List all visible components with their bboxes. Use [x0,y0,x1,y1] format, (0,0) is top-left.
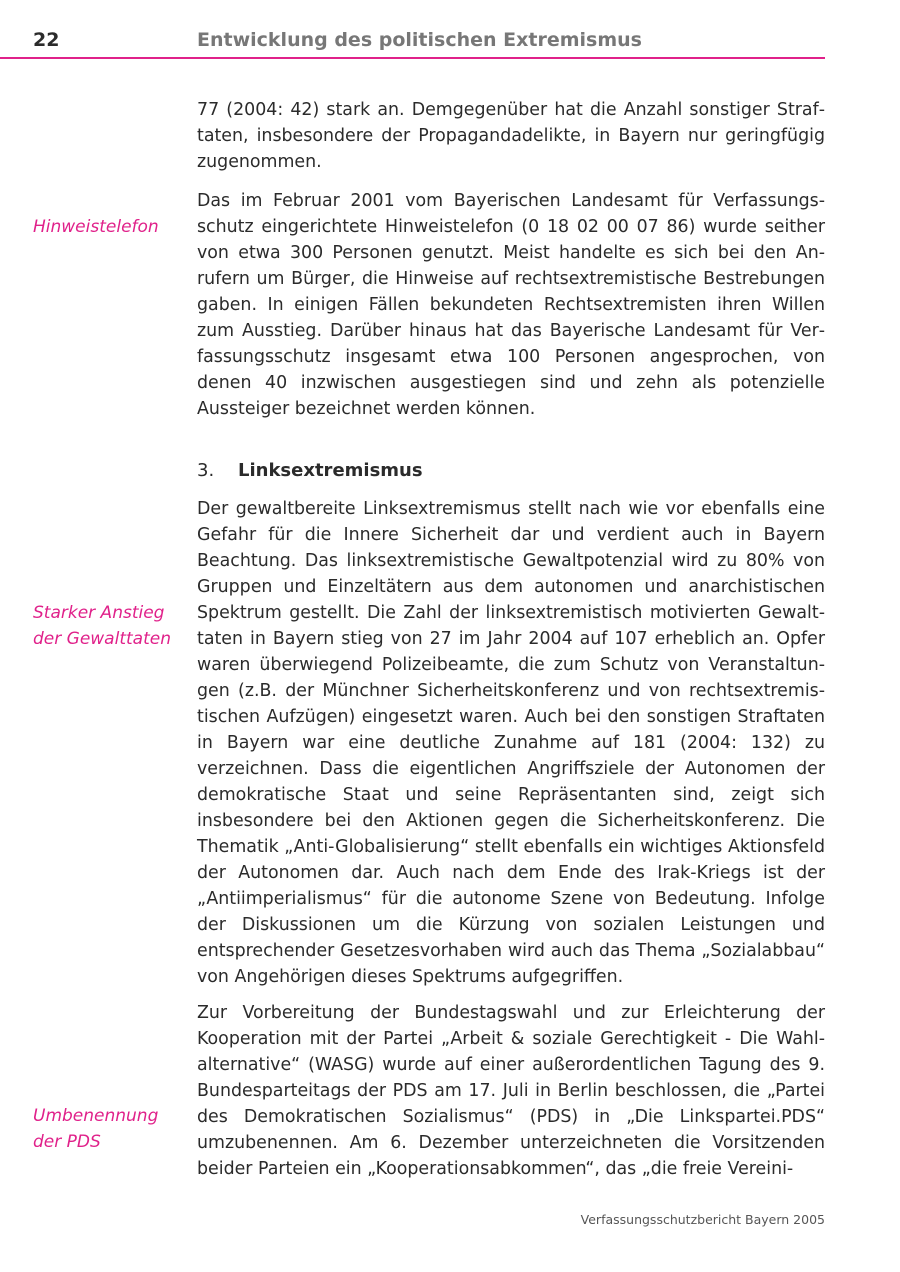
section-title: Linksextremismus [238,460,423,481]
page-footer: Verfassungsschutzbericht Bayern 2005 [580,1212,825,1227]
margin-note-hinweistelefon [33,214,183,240]
page-header [0,0,900,60]
paragraph-2-container [197,188,825,422]
margin-note-umbenennung [33,1103,183,1155]
paragraph-4-container [197,1000,825,1182]
margin-note-line: Starker Anstieg [33,603,165,623]
section-heading [197,458,423,484]
header-rule [0,57,825,59]
margin-note-line: Umbenennung [33,1106,159,1126]
margin-note-line: Hinweistelefon [33,217,159,237]
margin-note-gewalttaten [33,600,183,652]
margin-note-line: der Gewalttaten [33,629,171,649]
section-number: 3. [197,460,215,481]
running-title: Entwicklung des politischen Extremismus [197,29,642,51]
page-number: 22 [33,29,60,51]
paragraph-1-container [197,97,825,175]
paragraph-4: Zur Vorbereitung der Bundestagswahl und zur Erleichterung der Kooperation mit der Partei „Arbeit & soziale Gerechtigkeit - Die Wahlalternative“ (WASG) wurde auf einer außerordentlichen Tagung des 9. Bundesparteitags der PDS am 17. Juli in Berlin beschlossen, die „Partei des Demokratischen Sozialismus“ (PDS) in „Die Linkspartei.PDS“ umzubenennen. Am 6. Dezember unterzeichneten die Vorsitzenden beider Parteien ein „Kooperationsabkommen“, das „die freie Vereini- [197,1003,825,1179]
paragraph-3-container [197,496,825,990]
paragraph-2: Das im Februar 2001 vom Bayerischen Landesamt für Verfassungsschutz eingerichtete Hinweistelefon (0 18 02 00 07 86) wurde seither von etwa 300 Personen genutzt. Meist handelte es sich bei den Anrufern um Bürger, die Hinweise auf rechtsextremistische Bestrebungen gaben. In einigen Fällen bekundeten Rechtsextremisten ihren Willen zum Ausstieg. Darüber hinaus hat das Bayerische Landesamt für Verfassungsschutz insgesamt etwa 100 Personen angesprochen, von denen 40 inzwischen ausgestiegen sind und zehn als potenzielle Aussteiger bezeichnet werden können. [197,191,825,419]
paragraph-3: Der gewaltbereite Linksextremismus stellt nach wie vor ebenfalls eine Gefahr für die Innere Sicherheit dar und verdient auch in Bayern Beachtung. Das linksextremistische Gewaltpotenzial wird zu 80% von Gruppen und Einzeltätern aus dem autonomen und anarchistischen Spektrum gestellt. Die Zahl der linksextremistisch motivierten Gewalttaten in Bayern stieg von 27 im Jahr 2004 auf 107 erheblich an. Opfer waren überwiegend Polizeibeamte, die zum Schutz von Veranstaltungen (z.B. der Münchner Sicherheitskonferenz und von rechtsextremistischen Aufzügen) eingesetzt waren. Auch bei den sonstigen Straftaten in Bayern war eine deutliche Zunahme auf 181 (2004: 132) zu verzeichnen. Dass die eigentlichen Angriffsziele der Autonomen der demokratische Staat und seine Repräsentanten sind, zeigt sich insbesondere bei den Aktionen gegen die Sicherheitskonferenz. Die Thematik „Anti-Globalisierung“ stellt ebenfalls ein wichtiges Aktionsfeld der Autonomen dar. Auch nach dem Ende des Irak-Kriegs ist der „Antiimperialismus“ für die autonome Szene von Bedeutung. Infolge der Diskussionen um die Kürzung von sozialen Leistungen und entsprechender Gesetzesvorhaben wird auch das Thema „Sozialabbau“ von Angehörigen dieses Spektrums aufgegriffen. [197,499,825,987]
margin-note-line: der PDS [33,1132,101,1152]
paragraph-1: 77 (2004: 42) stark an. Demgegenüber hat die Anzahl sonstiger Straftaten, insbesondere der Propagandadelikte, in Bayern nur geringfügig zugenommen. [197,100,825,172]
